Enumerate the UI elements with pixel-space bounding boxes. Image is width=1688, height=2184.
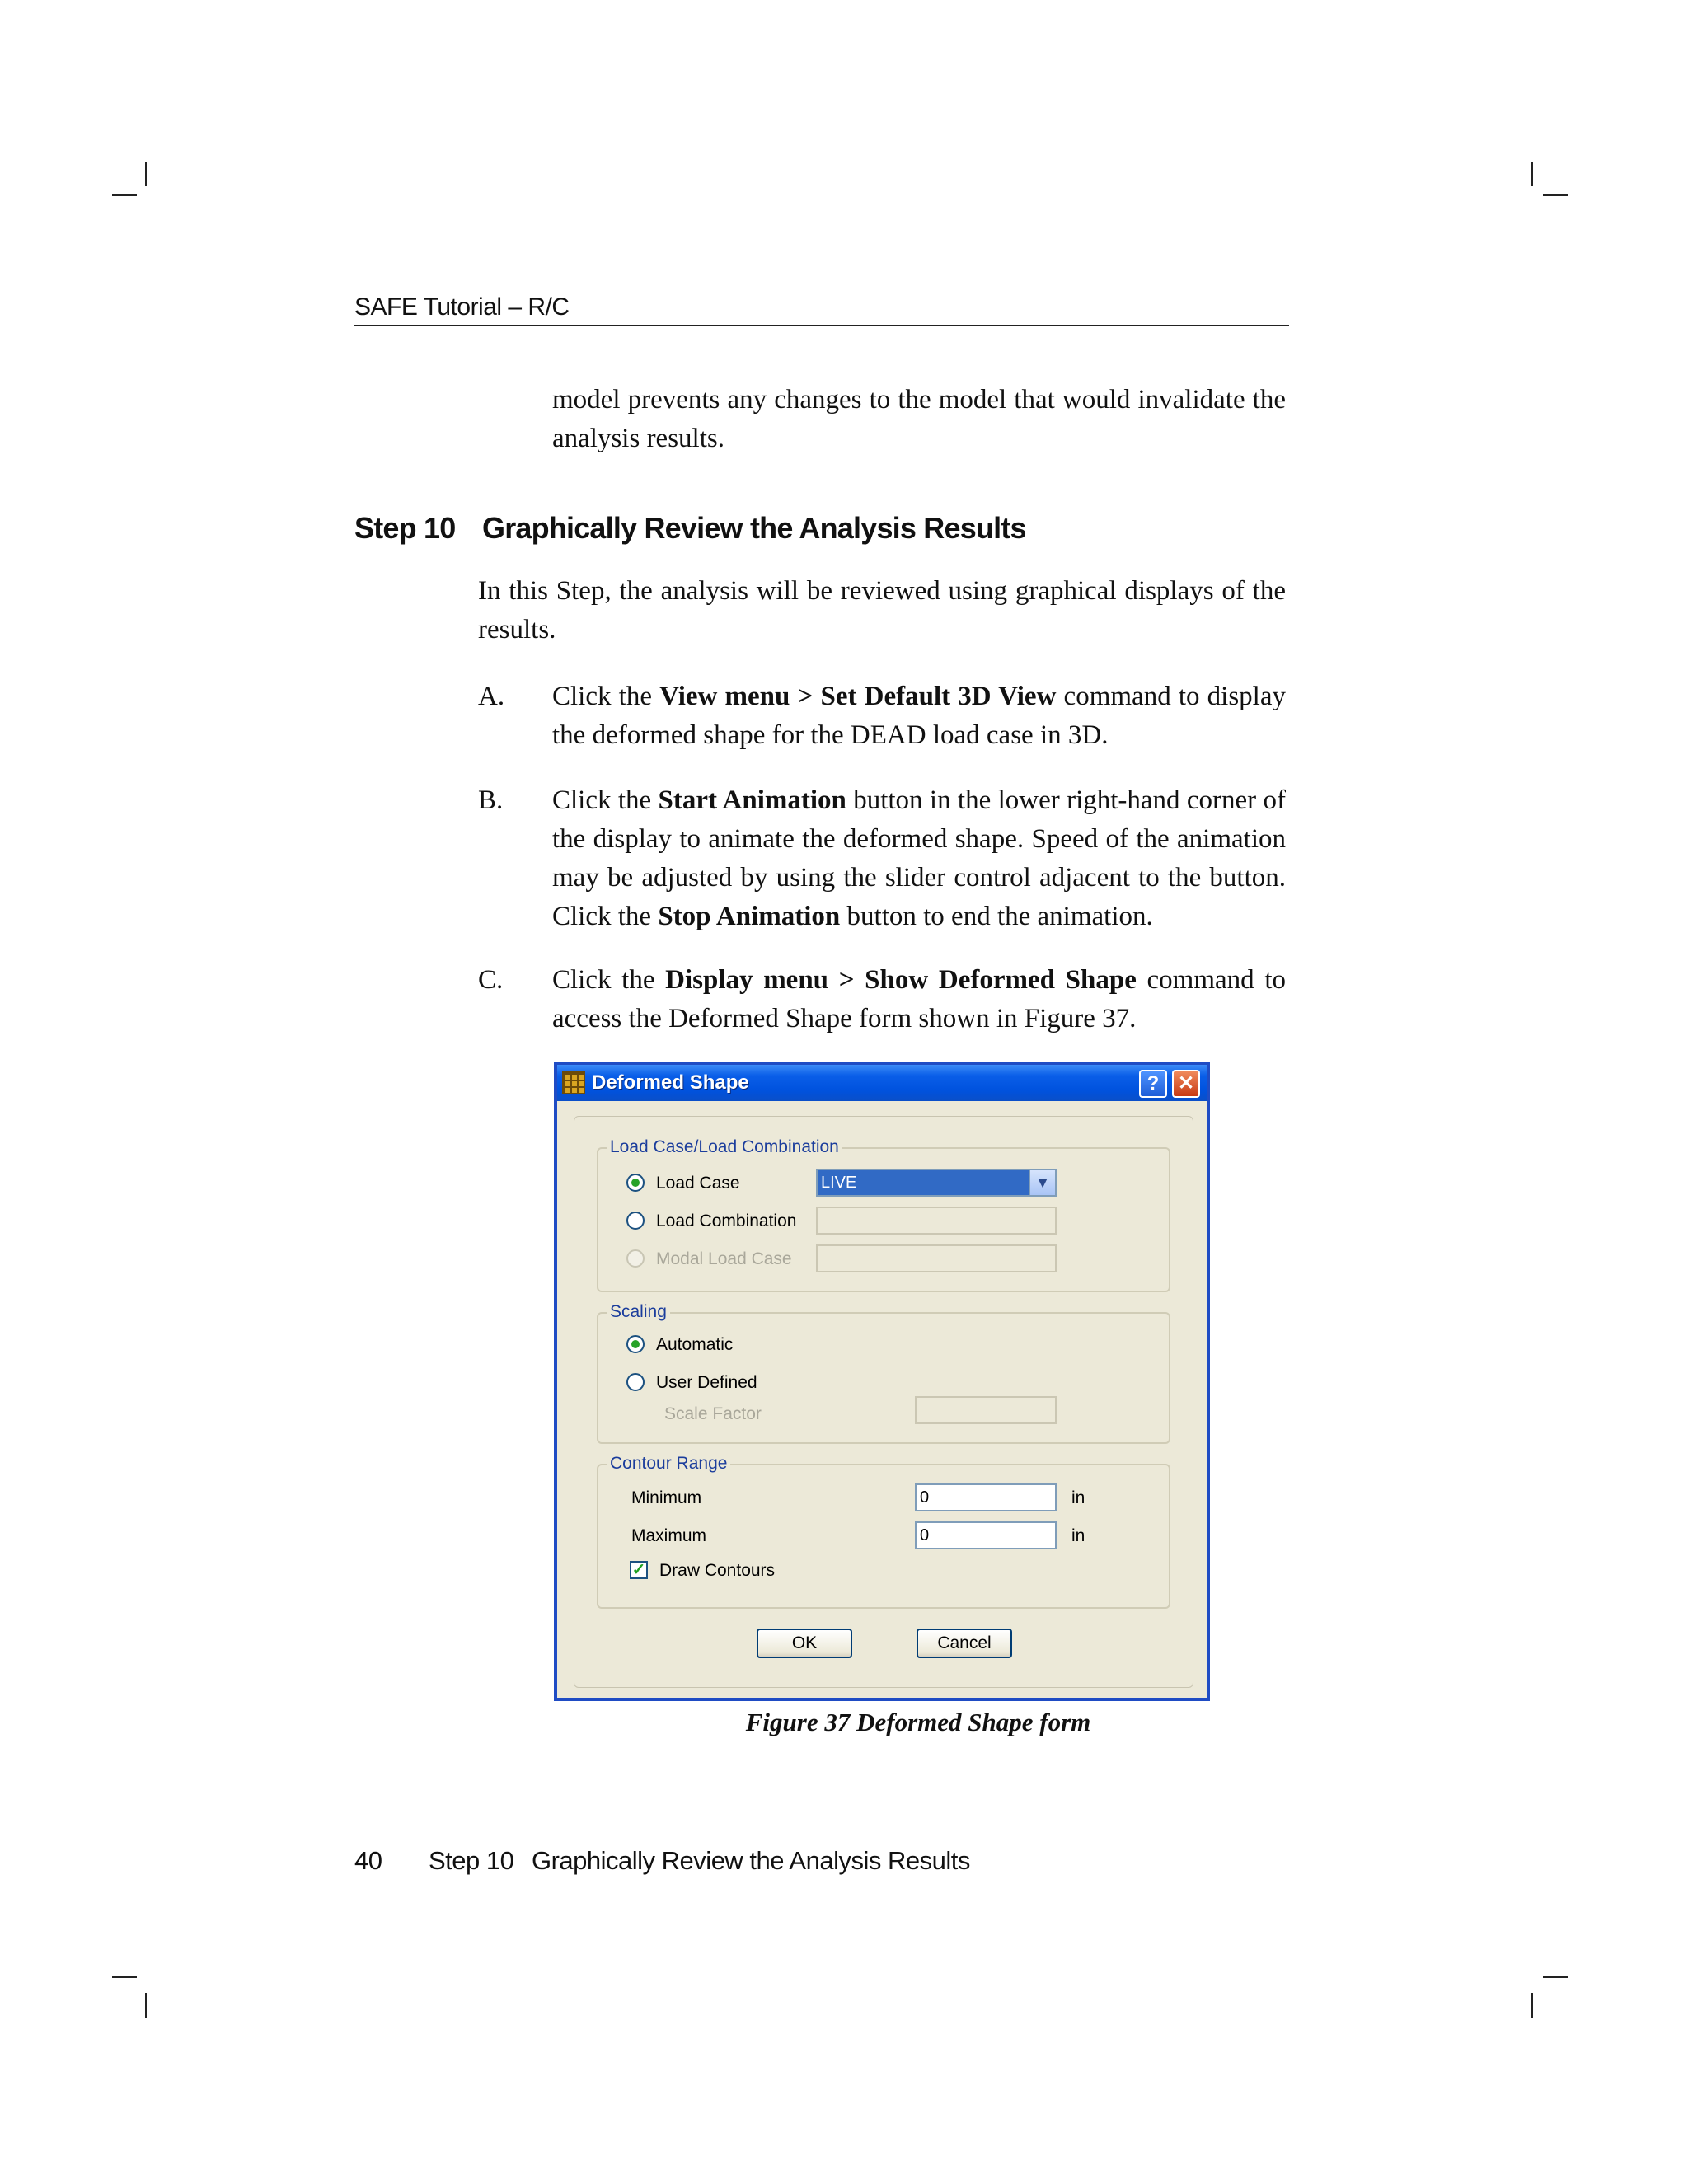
running-head: SAFE Tutorial – R/C <box>354 293 1289 326</box>
cancel-button[interactable]: Cancel <box>917 1629 1012 1658</box>
footer-title: Graphically Review the Analysis Results <box>532 1846 970 1875</box>
automatic-label: Automatic <box>656 1335 734 1354</box>
load-combination-radio[interactable] <box>626 1212 645 1230</box>
scaling-group-title: Scaling <box>607 1302 670 1322</box>
load-case-select[interactable] <box>816 1169 1057 1197</box>
modal-load-case-label: Modal Load Case <box>656 1249 792 1268</box>
crop-mark <box>145 1993 147 2018</box>
item-letter: A. <box>478 682 505 711</box>
automatic-radio[interactable] <box>626 1335 645 1353</box>
modal-load-case-select <box>816 1244 1057 1272</box>
load-case-label: Load Case <box>656 1174 740 1193</box>
step-intro: In this Step, the analysis will be reviewed using graphical displays of the results. <box>478 576 1286 644</box>
footer-step: Step 10 <box>429 1846 514 1875</box>
crop-mark <box>112 1976 137 1978</box>
modal-load-case-radio <box>626 1249 645 1268</box>
load-case-group <box>597 1137 1170 1292</box>
load-combination-select <box>816 1207 1057 1235</box>
intro-paragraph: model prevents any changes to the model that would invalidate the analysis results. <box>552 385 1286 453</box>
load-case-group-title: Load Case/Load Combination <box>607 1137 842 1157</box>
scaling-group <box>597 1302 1170 1444</box>
minimum-unit: in <box>1071 1488 1085 1507</box>
deformed-shape-dialog <box>554 1062 1210 1701</box>
crop-mark <box>112 194 137 196</box>
item-text: Click the View menu > Set Default 3D View command to display the deformed shape for the DEAD load case in 3D. <box>552 682 1286 750</box>
close-button[interactable]: ✕ <box>1172 1070 1200 1098</box>
minimum-label: Minimum <box>631 1488 702 1507</box>
maximum-unit: in <box>1071 1526 1085 1545</box>
crop-mark <box>1531 162 1533 186</box>
draw-contours-label: Draw Contours <box>659 1561 776 1580</box>
item-letter: C. <box>478 965 504 995</box>
user-defined-label: User Defined <box>656 1373 757 1392</box>
draw-contours-checkbox[interactable]: ✓ <box>630 1561 648 1579</box>
dialog-titlebar[interactable] <box>557 1065 1207 1101</box>
maximum-label: Maximum <box>631 1526 707 1545</box>
item-letter: B. <box>478 785 504 815</box>
load-case-radio[interactable] <box>626 1174 645 1192</box>
page-footer <box>354 1846 970 1876</box>
user-defined-radio[interactable] <box>626 1373 645 1391</box>
step-title: Graphically Review the Analysis Results <box>482 511 1026 545</box>
crop-mark <box>1543 194 1568 196</box>
step-heading <box>354 511 1026 546</box>
chevron-down-icon[interactable]: ▼ <box>1029 1170 1055 1195</box>
item-text: Click the Display menu > Show Deformed Shape command to access the Deformed Shape form shown in Figure 37. <box>552 965 1286 1033</box>
page-number: 40 <box>354 1846 382 1875</box>
load-combination-label: Load Combination <box>656 1212 797 1230</box>
load-case-select-value: LIVE <box>821 1174 857 1192</box>
crop-mark <box>1531 1993 1533 2018</box>
item-text: Click the Start Animation button in the lower right-hand corner of the display to animate the deformed shape. Speed of the animation may be adjusted by using the slider control adjacent to the button. Click the Stop Animation button to end the animation. <box>552 785 1286 931</box>
minimum-input[interactable]: 0 <box>915 1483 1057 1511</box>
step-number: Step 10 <box>354 511 456 545</box>
app-grid-icon <box>562 1071 585 1094</box>
scale-factor-label: Scale Factor <box>664 1404 762 1423</box>
help-button[interactable]: ? <box>1139 1070 1167 1098</box>
maximum-input[interactable]: 0 <box>915 1521 1057 1549</box>
scale-factor-field <box>915 1396 1057 1424</box>
figure-caption: Figure 37 Deformed Shape form <box>745 1708 1091 1736</box>
contour-range-group <box>597 1454 1170 1609</box>
contour-range-group-title: Contour Range <box>607 1454 730 1474</box>
dialog-title: Deformed Shape <box>592 1071 749 1094</box>
crop-mark <box>145 162 147 186</box>
ok-button[interactable]: OK <box>757 1629 852 1658</box>
crop-mark <box>1543 1976 1568 1978</box>
